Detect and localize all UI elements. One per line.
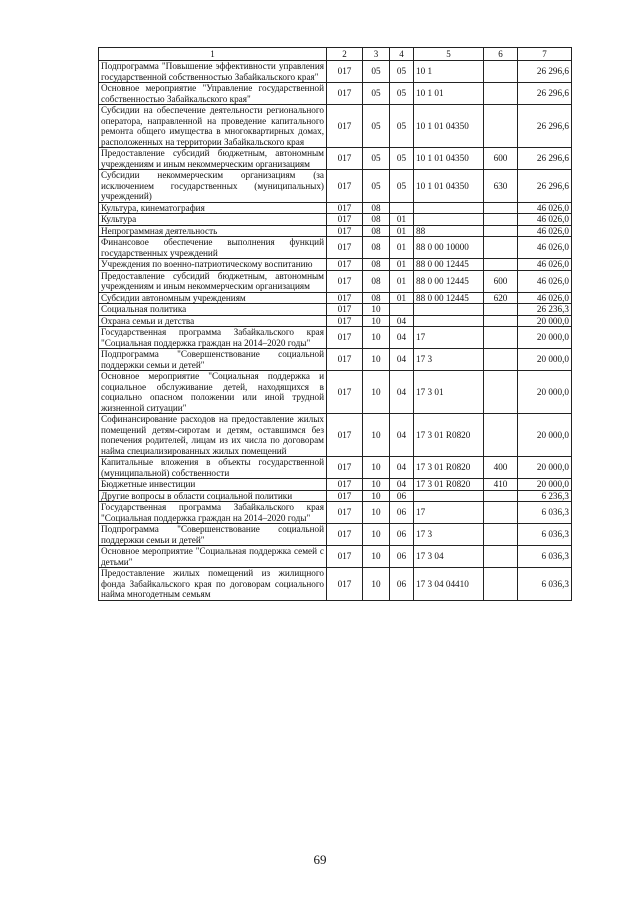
grbs-code-cell: 017 <box>327 304 363 316</box>
grbs-code-cell: 017 <box>327 546 363 568</box>
section-code-cell: 08 <box>363 292 390 304</box>
target-article-cell: 17 <box>414 502 484 524</box>
grbs-code-cell: 017 <box>327 148 363 170</box>
row-name-cell: Основное мероприятие "Социальная поддержка и социальное обслуживание детей, находящихся в социально опасном положении или иной трудной жизненной ситуации" <box>99 371 327 414</box>
row-name-cell: Основное мероприятие "Управление государственной собственностью Забайкальского края" <box>99 83 327 105</box>
target-article-cell <box>414 304 484 316</box>
row-name-cell: Другие вопросы в области социальной политики <box>99 490 327 502</box>
subsection-code-cell: 04 <box>390 349 414 371</box>
expense-type-cell <box>484 546 518 568</box>
subsection-code-cell: 01 <box>390 237 414 259</box>
target-article-cell: 10 1 01 04350 <box>414 170 484 203</box>
target-article-cell: 88 0 00 10000 <box>414 237 484 259</box>
row-name-cell: Подпрограмма "Совершенствование социальной поддержки семьи и детей" <box>99 524 327 546</box>
target-article-cell: 88 0 00 12445 <box>414 292 484 304</box>
row-name-cell: Предоставление субсидий бюджетным, автономным учреждениям и иным некоммерческим организациям <box>99 270 327 292</box>
subsection-code-cell: 04 <box>390 457 414 479</box>
table-row <box>99 304 572 316</box>
subsection-code-cell: 04 <box>390 479 414 491</box>
target-article-cell: 17 3 <box>414 524 484 546</box>
row-name-cell: Субсидии автономным учреждениям <box>99 292 327 304</box>
subsection-code-cell: 04 <box>390 371 414 414</box>
row-name-cell: Основное мероприятие "Социальная поддержка семей с детьми" <box>99 546 327 568</box>
amount-cell: 6 036,3 <box>518 524 572 546</box>
section-code-cell: 10 <box>363 502 390 524</box>
row-name-cell: Непрограммная деятельность <box>99 225 327 237</box>
amount-cell: 46 026,0 <box>518 270 572 292</box>
section-code-cell: 10 <box>363 568 390 601</box>
subsection-code-cell: 04 <box>390 315 414 327</box>
target-article-cell: 10 1 01 04350 <box>414 148 484 170</box>
table-row <box>99 327 572 349</box>
row-name-cell: Подпрограмма "Повышение эффективности управления государственной собственностью Забайкальского края" <box>99 61 327 83</box>
target-article-cell: 17 3 01 R0820 <box>414 479 484 491</box>
subsection-code-cell <box>390 304 414 316</box>
amount-cell: 26 296,6 <box>518 61 572 83</box>
target-article-cell: 17 3 04 04410 <box>414 568 484 601</box>
column-header: 6 <box>484 48 518 61</box>
subsection-code-cell: 01 <box>390 225 414 237</box>
subsection-code-cell: 01 <box>390 292 414 304</box>
table-row <box>99 237 572 259</box>
table-row <box>99 414 572 457</box>
row-name-cell: Бюджетные инвестиции <box>99 479 327 491</box>
subsection-code-cell: 05 <box>390 83 414 105</box>
grbs-code-cell: 017 <box>327 349 363 371</box>
section-code-cell: 08 <box>363 237 390 259</box>
target-article-cell: 10 1 <box>414 61 484 83</box>
target-article-cell: 10 1 01 <box>414 83 484 105</box>
grbs-code-cell: 017 <box>327 83 363 105</box>
expense-type-cell: 620 <box>484 292 518 304</box>
expense-type-cell: 600 <box>484 270 518 292</box>
row-name-cell: Культура, кинематография <box>99 202 327 214</box>
grbs-code-cell: 017 <box>327 225 363 237</box>
section-code-cell: 10 <box>363 327 390 349</box>
grbs-code-cell: 017 <box>327 502 363 524</box>
table-row <box>99 568 572 601</box>
expense-type-cell <box>484 315 518 327</box>
target-article-cell: 88 0 00 12445 <box>414 259 484 271</box>
amount-cell: 6 236,3 <box>518 490 572 502</box>
expense-type-cell <box>484 568 518 601</box>
amount-cell: 26 296,6 <box>518 148 572 170</box>
expense-type-cell: 600 <box>484 148 518 170</box>
section-code-cell: 10 <box>363 524 390 546</box>
amount-cell: 6 036,3 <box>518 546 572 568</box>
row-name-cell: Предоставление субсидий бюджетным, автономным учреждениям и иным некоммерческим организациям <box>99 148 327 170</box>
section-code-cell: 05 <box>363 61 390 83</box>
section-code-cell: 10 <box>363 490 390 502</box>
table-row <box>99 259 572 271</box>
expense-type-cell <box>484 259 518 271</box>
table-row <box>99 479 572 491</box>
grbs-code-cell: 017 <box>327 202 363 214</box>
grbs-code-cell: 017 <box>327 170 363 203</box>
table-row <box>99 315 572 327</box>
table-row <box>99 214 572 226</box>
table-row <box>99 83 572 105</box>
subsection-code-cell: 06 <box>390 502 414 524</box>
target-article-cell: 88 0 00 12445 <box>414 270 484 292</box>
amount-cell: 46 026,0 <box>518 292 572 304</box>
target-article-cell <box>414 202 484 214</box>
subsection-code-cell: 06 <box>390 524 414 546</box>
table-row <box>99 202 572 214</box>
expense-type-cell <box>484 327 518 349</box>
expense-type-cell <box>484 61 518 83</box>
subsection-code-cell: 04 <box>390 414 414 457</box>
amount-cell: 6 036,3 <box>518 568 572 601</box>
expense-type-cell: 400 <box>484 457 518 479</box>
section-code-cell: 10 <box>363 479 390 491</box>
expense-type-cell <box>484 304 518 316</box>
grbs-code-cell: 017 <box>327 479 363 491</box>
grbs-code-cell: 017 <box>327 237 363 259</box>
table-row <box>99 292 572 304</box>
amount-cell: 20 000,0 <box>518 414 572 457</box>
expense-type-cell <box>484 490 518 502</box>
row-name-cell: Социальная политика <box>99 304 327 316</box>
table-row <box>99 270 572 292</box>
table-row <box>99 490 572 502</box>
grbs-code-cell: 017 <box>327 270 363 292</box>
grbs-code-cell: 017 <box>327 327 363 349</box>
column-header: 5 <box>414 48 484 61</box>
section-code-cell: 08 <box>363 214 390 226</box>
row-name-cell: Охрана семьи и детства <box>99 315 327 327</box>
subsection-code-cell: 04 <box>390 327 414 349</box>
expense-type-cell <box>484 202 518 214</box>
amount-cell: 46 026,0 <box>518 259 572 271</box>
grbs-code-cell: 017 <box>327 292 363 304</box>
section-code-cell: 08 <box>363 270 390 292</box>
subsection-code-cell: 06 <box>390 490 414 502</box>
column-header: 3 <box>363 48 390 61</box>
amount-cell: 46 026,0 <box>518 214 572 226</box>
subsection-code-cell: 05 <box>390 170 414 203</box>
expense-type-cell: 410 <box>484 479 518 491</box>
expense-type-cell <box>484 83 518 105</box>
section-code-cell: 10 <box>363 304 390 316</box>
target-article-cell: 17 3 <box>414 349 484 371</box>
section-code-cell: 10 <box>363 371 390 414</box>
subsection-code-cell: 01 <box>390 270 414 292</box>
section-code-cell: 08 <box>363 225 390 237</box>
subsection-code-cell: 01 <box>390 214 414 226</box>
row-name-cell: Софинансирование расходов на предоставление жилых помещений детям-сиротам и детям, оставшимся без попечения родителей, лицам из их числа по договорам найма специализированных жилых помещений <box>99 414 327 457</box>
target-article-cell <box>414 490 484 502</box>
amount-cell: 20 000,0 <box>518 371 572 414</box>
expense-type-cell <box>484 502 518 524</box>
amount-cell: 26 296,6 <box>518 83 572 105</box>
column-header: 4 <box>390 48 414 61</box>
row-name-cell: Капитальные вложения в объекты государственной (муниципальной) собственности <box>99 457 327 479</box>
amount-cell: 20 000,0 <box>518 315 572 327</box>
amount-cell: 46 026,0 <box>518 225 572 237</box>
target-article-cell <box>414 214 484 226</box>
amount-cell: 20 000,0 <box>518 479 572 491</box>
expense-type-cell <box>484 414 518 457</box>
section-code-cell: 08 <box>363 259 390 271</box>
grbs-code-cell: 017 <box>327 259 363 271</box>
row-name-cell: Государственная программа Забайкальского края "Социальная поддержка граждан на 2014–2020 годы" <box>99 502 327 524</box>
subsection-code-cell: 06 <box>390 546 414 568</box>
section-code-cell: 05 <box>363 148 390 170</box>
amount-cell: 6 036,3 <box>518 502 572 524</box>
table-row <box>99 225 572 237</box>
target-article-cell: 10 1 01 04350 <box>414 105 484 148</box>
grbs-code-cell: 017 <box>327 568 363 601</box>
expense-type-cell <box>484 225 518 237</box>
subsection-code-cell: 05 <box>390 148 414 170</box>
grbs-code-cell: 017 <box>327 457 363 479</box>
target-article-cell: 17 3 01 R0820 <box>414 414 484 457</box>
table-body <box>99 61 572 601</box>
table-row <box>99 371 572 414</box>
section-code-cell: 10 <box>363 546 390 568</box>
expense-type-cell: 630 <box>484 170 518 203</box>
subsection-code-cell <box>390 202 414 214</box>
expense-type-cell <box>484 214 518 226</box>
expense-type-cell <box>484 237 518 259</box>
amount-cell: 20 000,0 <box>518 457 572 479</box>
amount-cell: 26 296,6 <box>518 105 572 148</box>
grbs-code-cell: 017 <box>327 524 363 546</box>
expense-type-cell <box>484 371 518 414</box>
section-code-cell: 10 <box>363 315 390 327</box>
column-header: 7 <box>518 48 572 61</box>
expense-type-cell <box>484 105 518 148</box>
column-header: 2 <box>327 48 363 61</box>
target-article-cell <box>414 315 484 327</box>
column-number-row <box>99 48 572 61</box>
section-code-cell: 10 <box>363 349 390 371</box>
row-name-cell: Предоставление жилых помещений из жилищного фонда Забайкальского края по договорам социального найма многодетным семьям <box>99 568 327 601</box>
page-number: 69 <box>313 852 327 867</box>
grbs-code-cell: 017 <box>327 490 363 502</box>
budget-table <box>98 47 572 601</box>
subsection-code-cell: 01 <box>390 259 414 271</box>
expense-type-cell <box>484 349 518 371</box>
table-row <box>99 61 572 83</box>
grbs-code-cell: 017 <box>327 414 363 457</box>
amount-cell: 26 296,6 <box>518 170 572 203</box>
table-row <box>99 148 572 170</box>
table-row <box>99 457 572 479</box>
row-name-cell: Субсидии на обеспечение деятельности регионального оператора, направленной на проведение капитального ремонта общего имущества в многоквартирных домах, расположенных на территории Забайкальского края <box>99 105 327 148</box>
section-code-cell: 10 <box>363 457 390 479</box>
subsection-code-cell: 05 <box>390 61 414 83</box>
grbs-code-cell: 017 <box>327 61 363 83</box>
table-row <box>99 105 572 148</box>
row-name-cell: Культура <box>99 214 327 226</box>
table-row <box>99 546 572 568</box>
grbs-code-cell: 017 <box>327 315 363 327</box>
row-name-cell: Подпрограмма "Совершенствование социальной поддержки семьи и детей" <box>99 349 327 371</box>
table-row <box>99 170 572 203</box>
table-row <box>99 524 572 546</box>
column-header: 1 <box>99 48 327 61</box>
section-code-cell: 10 <box>363 414 390 457</box>
row-name-cell: Государственная программа Забайкальского края "Социальная поддержка граждан на 2014–2020 годы" <box>99 327 327 349</box>
amount-cell: 20 000,0 <box>518 349 572 371</box>
amount-cell: 46 026,0 <box>518 237 572 259</box>
target-article-cell: 17 <box>414 327 484 349</box>
subsection-code-cell: 06 <box>390 568 414 601</box>
row-name-cell: Учреждения по военно-патриотическому воспитанию <box>99 259 327 271</box>
table-row <box>99 502 572 524</box>
target-article-cell: 17 3 01 <box>414 371 484 414</box>
amount-cell: 26 236,3 <box>518 304 572 316</box>
section-code-cell: 05 <box>363 170 390 203</box>
section-code-cell: 05 <box>363 83 390 105</box>
table-row <box>99 349 572 371</box>
section-code-cell: 08 <box>363 202 390 214</box>
grbs-code-cell: 017 <box>327 105 363 148</box>
amount-cell: 46 026,0 <box>518 202 572 214</box>
amount-cell: 20 000,0 <box>518 327 572 349</box>
target-article-cell: 17 3 01 R0820 <box>414 457 484 479</box>
grbs-code-cell: 017 <box>327 371 363 414</box>
row-name-cell: Субсидии некоммерческим организациям (за исключением государственных (муниципальных) учреждений) <box>99 170 327 203</box>
expense-type-cell <box>484 524 518 546</box>
subsection-code-cell: 05 <box>390 105 414 148</box>
section-code-cell: 05 <box>363 105 390 148</box>
target-article-cell: 88 <box>414 225 484 237</box>
grbs-code-cell: 017 <box>327 214 363 226</box>
row-name-cell: Финансовое обеспечение выполнения функций государственных учреждений <box>99 237 327 259</box>
target-article-cell: 17 3 04 <box>414 546 484 568</box>
